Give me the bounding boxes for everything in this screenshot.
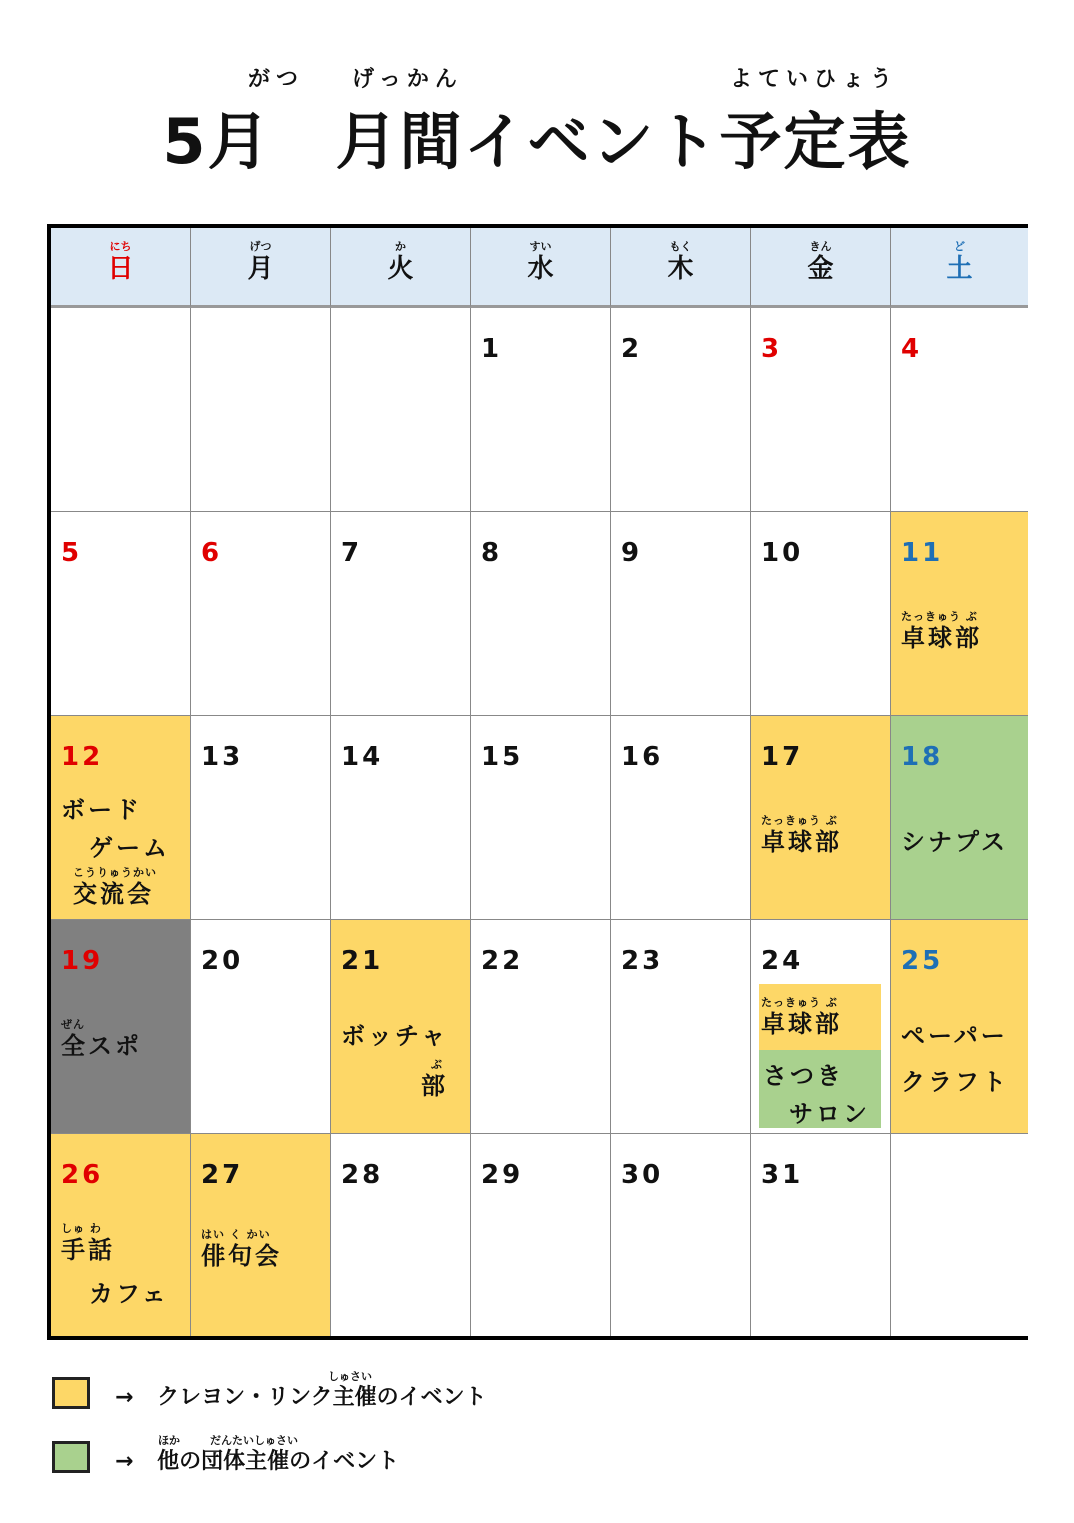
- day-number: 8: [481, 538, 503, 568]
- weekday-label: 金: [807, 254, 834, 284]
- day-cell-21: [331, 920, 471, 1134]
- day-cell-31: [751, 1134, 891, 1336]
- day-cell-empty: [891, 1134, 1028, 1336]
- event-ruby: はい く かい: [201, 1228, 271, 1241]
- legend-item-other: [115, 1444, 399, 1475]
- day-number: 15: [481, 742, 524, 772]
- weekday-ruby: にち: [109, 240, 132, 253]
- day-number: 11: [901, 538, 944, 568]
- weekday-label: 火: [387, 254, 414, 284]
- day-number: 26: [61, 1160, 104, 1190]
- event-ruby: たっきゅう ぶ: [901, 610, 978, 623]
- day-cell-1: [471, 308, 611, 512]
- day-number: 14: [341, 742, 384, 772]
- legend-ruby: ほか: [158, 1434, 180, 1447]
- arrow-icon: →: [115, 1385, 134, 1410]
- day-number: 12: [61, 742, 104, 772]
- weekday-label: 日: [107, 254, 134, 284]
- day-number: 29: [481, 1160, 524, 1190]
- day-number: 10: [761, 538, 804, 568]
- day-cell-2: [611, 308, 751, 512]
- weekday-mon: [191, 228, 331, 308]
- weekday-label: 水: [527, 254, 554, 284]
- page-title: 5月 月間イベント予定表: [162, 105, 912, 178]
- day-number: 5: [61, 538, 83, 568]
- day-number: 20: [201, 946, 244, 976]
- day-cell-12: [51, 716, 191, 920]
- legend-ruby: だんたいしゅさい: [210, 1434, 298, 1447]
- weekday-ruby: ど: [954, 240, 965, 253]
- legend-ruby: しゅさい: [328, 1370, 372, 1383]
- day-cell-14: [331, 716, 471, 920]
- event-ruby: しゅ わ: [61, 1222, 102, 1235]
- day-cell-5: [51, 512, 191, 716]
- event-paper-craft: ペーパー: [901, 1022, 1008, 1050]
- day-cell-10: [751, 512, 891, 716]
- event-zensupo: 全スポ: [61, 1032, 142, 1060]
- event-ruby: ぶ: [431, 1058, 443, 1071]
- event-koryukai: 交流会: [73, 880, 154, 908]
- day-cell-29: [471, 1134, 611, 1336]
- day-cell-4: [891, 308, 1028, 512]
- event-block-satsuki: [759, 1050, 881, 1128]
- legend-swatch-crayon: [52, 1377, 90, 1409]
- day-cell-3: [751, 308, 891, 512]
- day-cell-empty: [51, 308, 191, 512]
- legend-text: 他の団体主催のイベント: [157, 1449, 400, 1474]
- event-boccia-bu: 部: [421, 1072, 448, 1100]
- event-ruby: こうりゅうかい: [73, 866, 157, 879]
- weekday-ruby: もく: [669, 240, 692, 253]
- event-ruby: たっきゅう ぶ: [761, 996, 838, 1009]
- day-cell-19: [51, 920, 191, 1134]
- day-number: 27: [201, 1160, 244, 1190]
- title-ruby-gekkan: げっかん: [352, 67, 463, 92]
- event-paper-craft-2: クラフト: [901, 1068, 1009, 1096]
- weekday-thu: [611, 228, 751, 308]
- day-cell-11: [891, 512, 1028, 716]
- day-number: 25: [901, 946, 944, 976]
- day-number: 18: [901, 742, 944, 772]
- weekday-ruby: げつ: [249, 240, 272, 253]
- day-cell-18: [891, 716, 1028, 920]
- weekday-fri: [751, 228, 891, 308]
- day-cell-26: [51, 1134, 191, 1336]
- day-number: 24: [761, 946, 804, 976]
- day-cell-22: [471, 920, 611, 1134]
- day-number: 23: [621, 946, 664, 976]
- day-cell-25: [891, 920, 1028, 1134]
- event-ruby: たっきゅう ぶ: [761, 814, 838, 827]
- calendar-grid: [47, 224, 1028, 1340]
- weekday-sat: [891, 228, 1028, 308]
- event-block-takkyu: [759, 984, 881, 1050]
- weekday-label: 月: [247, 254, 274, 284]
- day-number: 17: [761, 742, 804, 772]
- day-cell-15: [471, 716, 611, 920]
- weekday-label: 木: [667, 254, 694, 284]
- legend-text: クレヨン・リンク主催のイベント: [157, 1385, 487, 1410]
- day-cell-23: [611, 920, 751, 1134]
- day-number: 30: [621, 1160, 664, 1190]
- legend-swatch-other: [52, 1441, 90, 1473]
- day-number: 7: [341, 538, 363, 568]
- day-number: 2: [621, 334, 643, 364]
- day-number: 6: [201, 538, 223, 568]
- event-board-game-2: ゲーム: [89, 834, 170, 862]
- day-cell-27: [191, 1134, 331, 1336]
- day-cell-24: [751, 920, 891, 1134]
- day-number: 4: [901, 334, 923, 364]
- event-shuwa: 手話: [61, 1236, 115, 1264]
- day-number: 21: [341, 946, 384, 976]
- weekday-ruby: か: [395, 240, 406, 253]
- weekday-sun: [51, 228, 191, 308]
- event-boccia: ボッチャ: [341, 1022, 449, 1050]
- event-takkyu: 卓球部: [761, 828, 842, 856]
- weekday-ruby: きん: [809, 240, 832, 253]
- weekday-tue: [331, 228, 471, 308]
- day-cell-empty: [191, 308, 331, 512]
- day-number: 19: [61, 946, 104, 976]
- day-cell-6: [191, 512, 331, 716]
- weekday-wed: [471, 228, 611, 308]
- event-takkyu: 卓球部: [901, 624, 982, 652]
- day-number: 31: [761, 1160, 804, 1190]
- day-cell-9: [611, 512, 751, 716]
- event-satsuki: さつき: [763, 1062, 844, 1090]
- weekday-ruby: すい: [529, 240, 552, 253]
- day-number: 3: [761, 334, 783, 364]
- day-number: 13: [201, 742, 244, 772]
- title-ruby-yotei: よていひょう: [730, 67, 899, 92]
- day-number: 1: [481, 334, 503, 364]
- day-number: 28: [341, 1160, 384, 1190]
- day-cell-28: [331, 1134, 471, 1336]
- arrow-icon: →: [115, 1449, 134, 1474]
- event-board-game: ボード: [61, 796, 142, 824]
- day-cell-30: [611, 1134, 751, 1336]
- event-shuwa-cafe: カフェ: [89, 1280, 169, 1308]
- weekday-label: 土: [946, 254, 973, 284]
- event-salon: サロン: [789, 1100, 870, 1128]
- event-synapse: シナプス: [901, 828, 1009, 856]
- day-cell-16: [611, 716, 751, 920]
- day-number: 16: [621, 742, 664, 772]
- day-cell-20: [191, 920, 331, 1134]
- day-cell-8: [471, 512, 611, 716]
- day-cell-17: [751, 716, 891, 920]
- event-takkyu: 卓球部: [761, 1010, 842, 1038]
- legend-item-crayon: [115, 1380, 487, 1411]
- title-ruby-gatsu: がつ: [248, 67, 305, 92]
- day-cell-13: [191, 716, 331, 920]
- event-ruby: ぜん: [61, 1018, 85, 1031]
- day-number: 22: [481, 946, 524, 976]
- day-number: 9: [621, 538, 643, 568]
- event-haiku: 俳句会: [201, 1242, 282, 1270]
- day-cell-empty: [331, 308, 471, 512]
- day-cell-7: [331, 512, 471, 716]
